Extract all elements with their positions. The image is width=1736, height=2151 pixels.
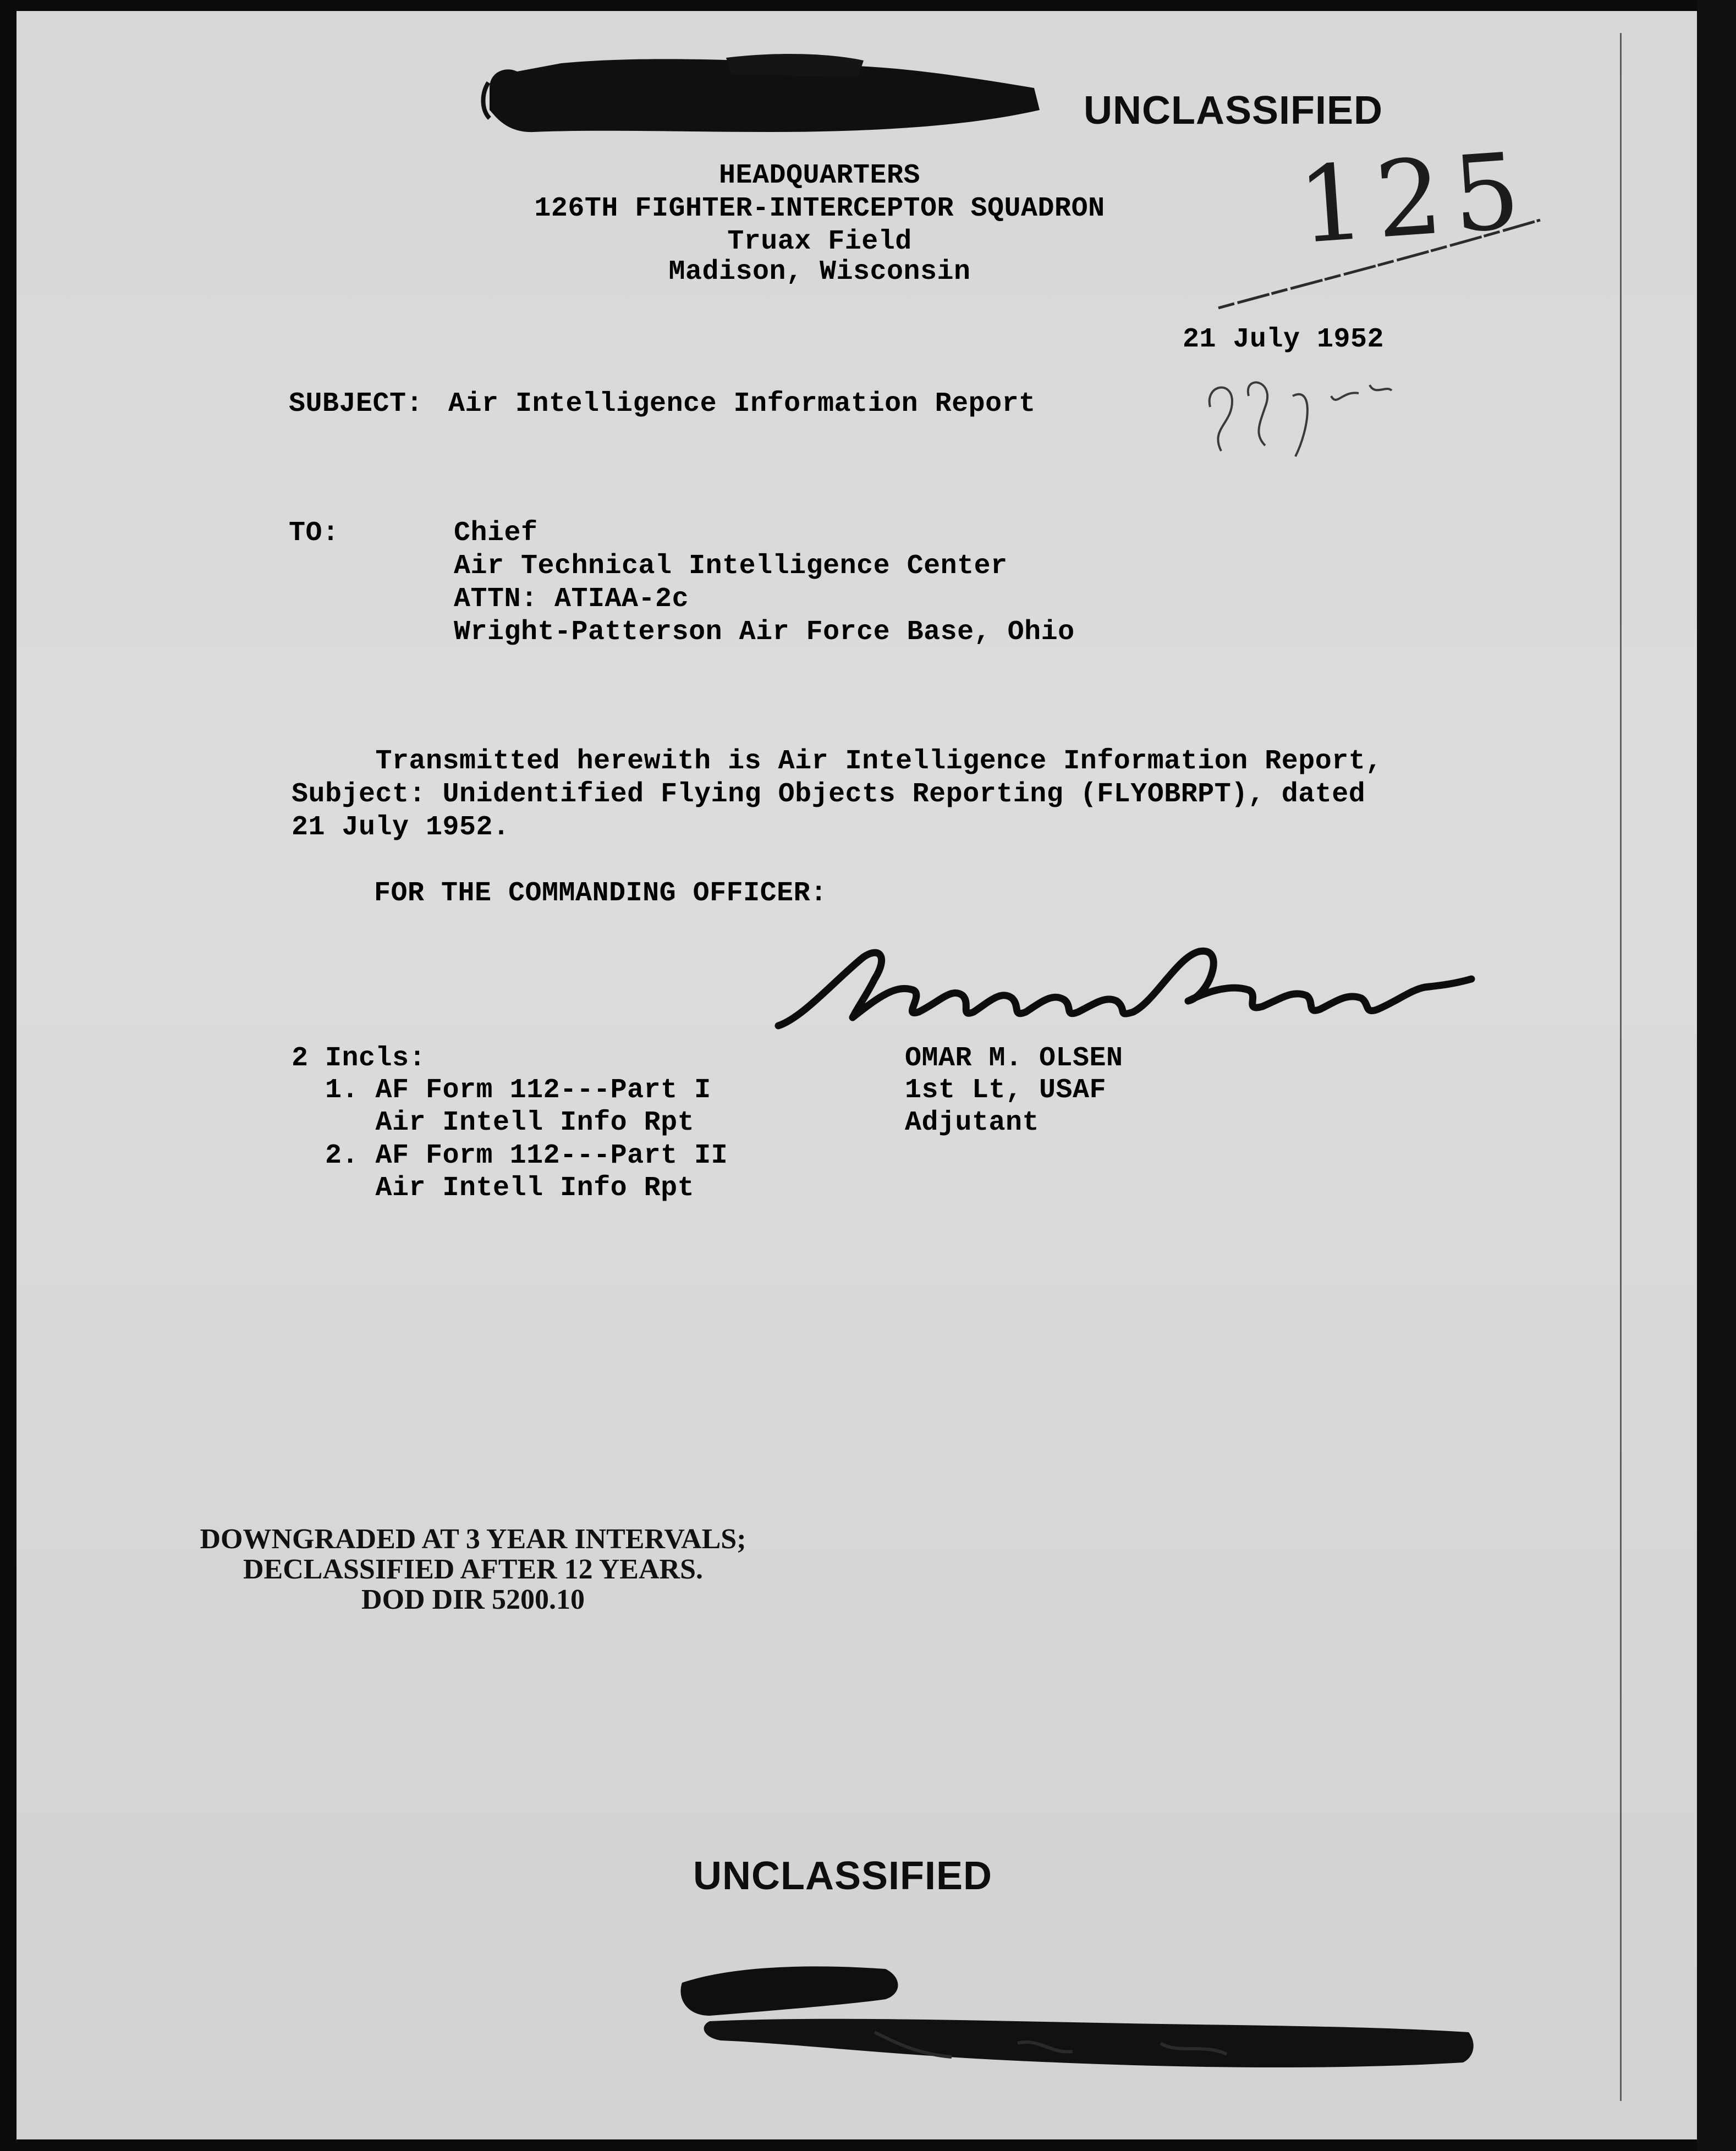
page-fold-line [1620, 33, 1622, 2101]
pencil-stroke [1216, 209, 1546, 319]
addressee-line: ATTN: ATIAA-2c [454, 584, 689, 615]
pencil-squiggle [1199, 374, 1397, 462]
header-line-3: Truax Field [727, 226, 912, 257]
closing-line: FOR THE COMMANDING OFFICER: [374, 878, 827, 909]
downgrade-stamp-line: DOWNGRADED AT 3 YEAR INTERVALS; [200, 1523, 746, 1555]
inclosure-line: 2. AF Form 112---Part II [292, 1140, 728, 1171]
handwritten-page-number: 125 [1294, 129, 1535, 267]
downgrade-stamp-line: DECLASSIFIED AFTER 12 YEARS. [243, 1554, 704, 1585]
subject-text: Air Intelligence Information Report [448, 388, 1036, 420]
bottom-redaction-mark [666, 1961, 1480, 2082]
inclosure-line: Air Intell Info Rpt [292, 1107, 695, 1138]
classification-top: UNCLASSIFIED [1084, 89, 1383, 133]
scan-border [1697, 0, 1736, 2151]
letter-date: 21 July 1952 [1183, 324, 1385, 355]
body-line: Subject: Unidentified Flying Objects Reporting (FLYOBRPT), dated [292, 779, 1366, 810]
header-line-2: 126TH FIGHTER-INTERCEPTOR SQUADRON [534, 193, 1105, 224]
document-page [17, 11, 1697, 2139]
inclosure-line: 1. AF Form 112---Part I [292, 1075, 711, 1106]
to-label: TO: [289, 518, 339, 549]
top-redaction-mark [484, 49, 1045, 148]
body-line: 21 July 1952. [292, 812, 510, 843]
addressee-line: Wright-Patterson Air Force Base, Ohio [454, 617, 1075, 648]
inclosure-line: 2 Incls: [292, 1043, 426, 1074]
addressee-line: Air Technical Intelligence Center [454, 551, 1008, 582]
downgrade-stamp-line: DOD DIR 5200.10 [361, 1584, 585, 1615]
inclosure-line: Air Intell Info Rpt [292, 1173, 695, 1204]
body-line: Transmitted herewith is Air Intelligence Information Report, [292, 746, 1382, 777]
classification-bottom: UNCLASSIFIED [693, 1854, 993, 1898]
subject-label: SUBJECT: [289, 388, 424, 420]
signature-block-line: OMAR M. OLSEN [905, 1043, 1123, 1074]
signature-block-line: Adjutant [905, 1107, 1040, 1138]
addressee-line: Chief [454, 518, 538, 549]
signature-block-line: 1st Lt, USAF [905, 1075, 1107, 1106]
header-line-1: HEADQUARTERS [718, 160, 921, 191]
header-line-4: Madison, Wisconsin [668, 256, 971, 288]
signature [770, 935, 1480, 1045]
